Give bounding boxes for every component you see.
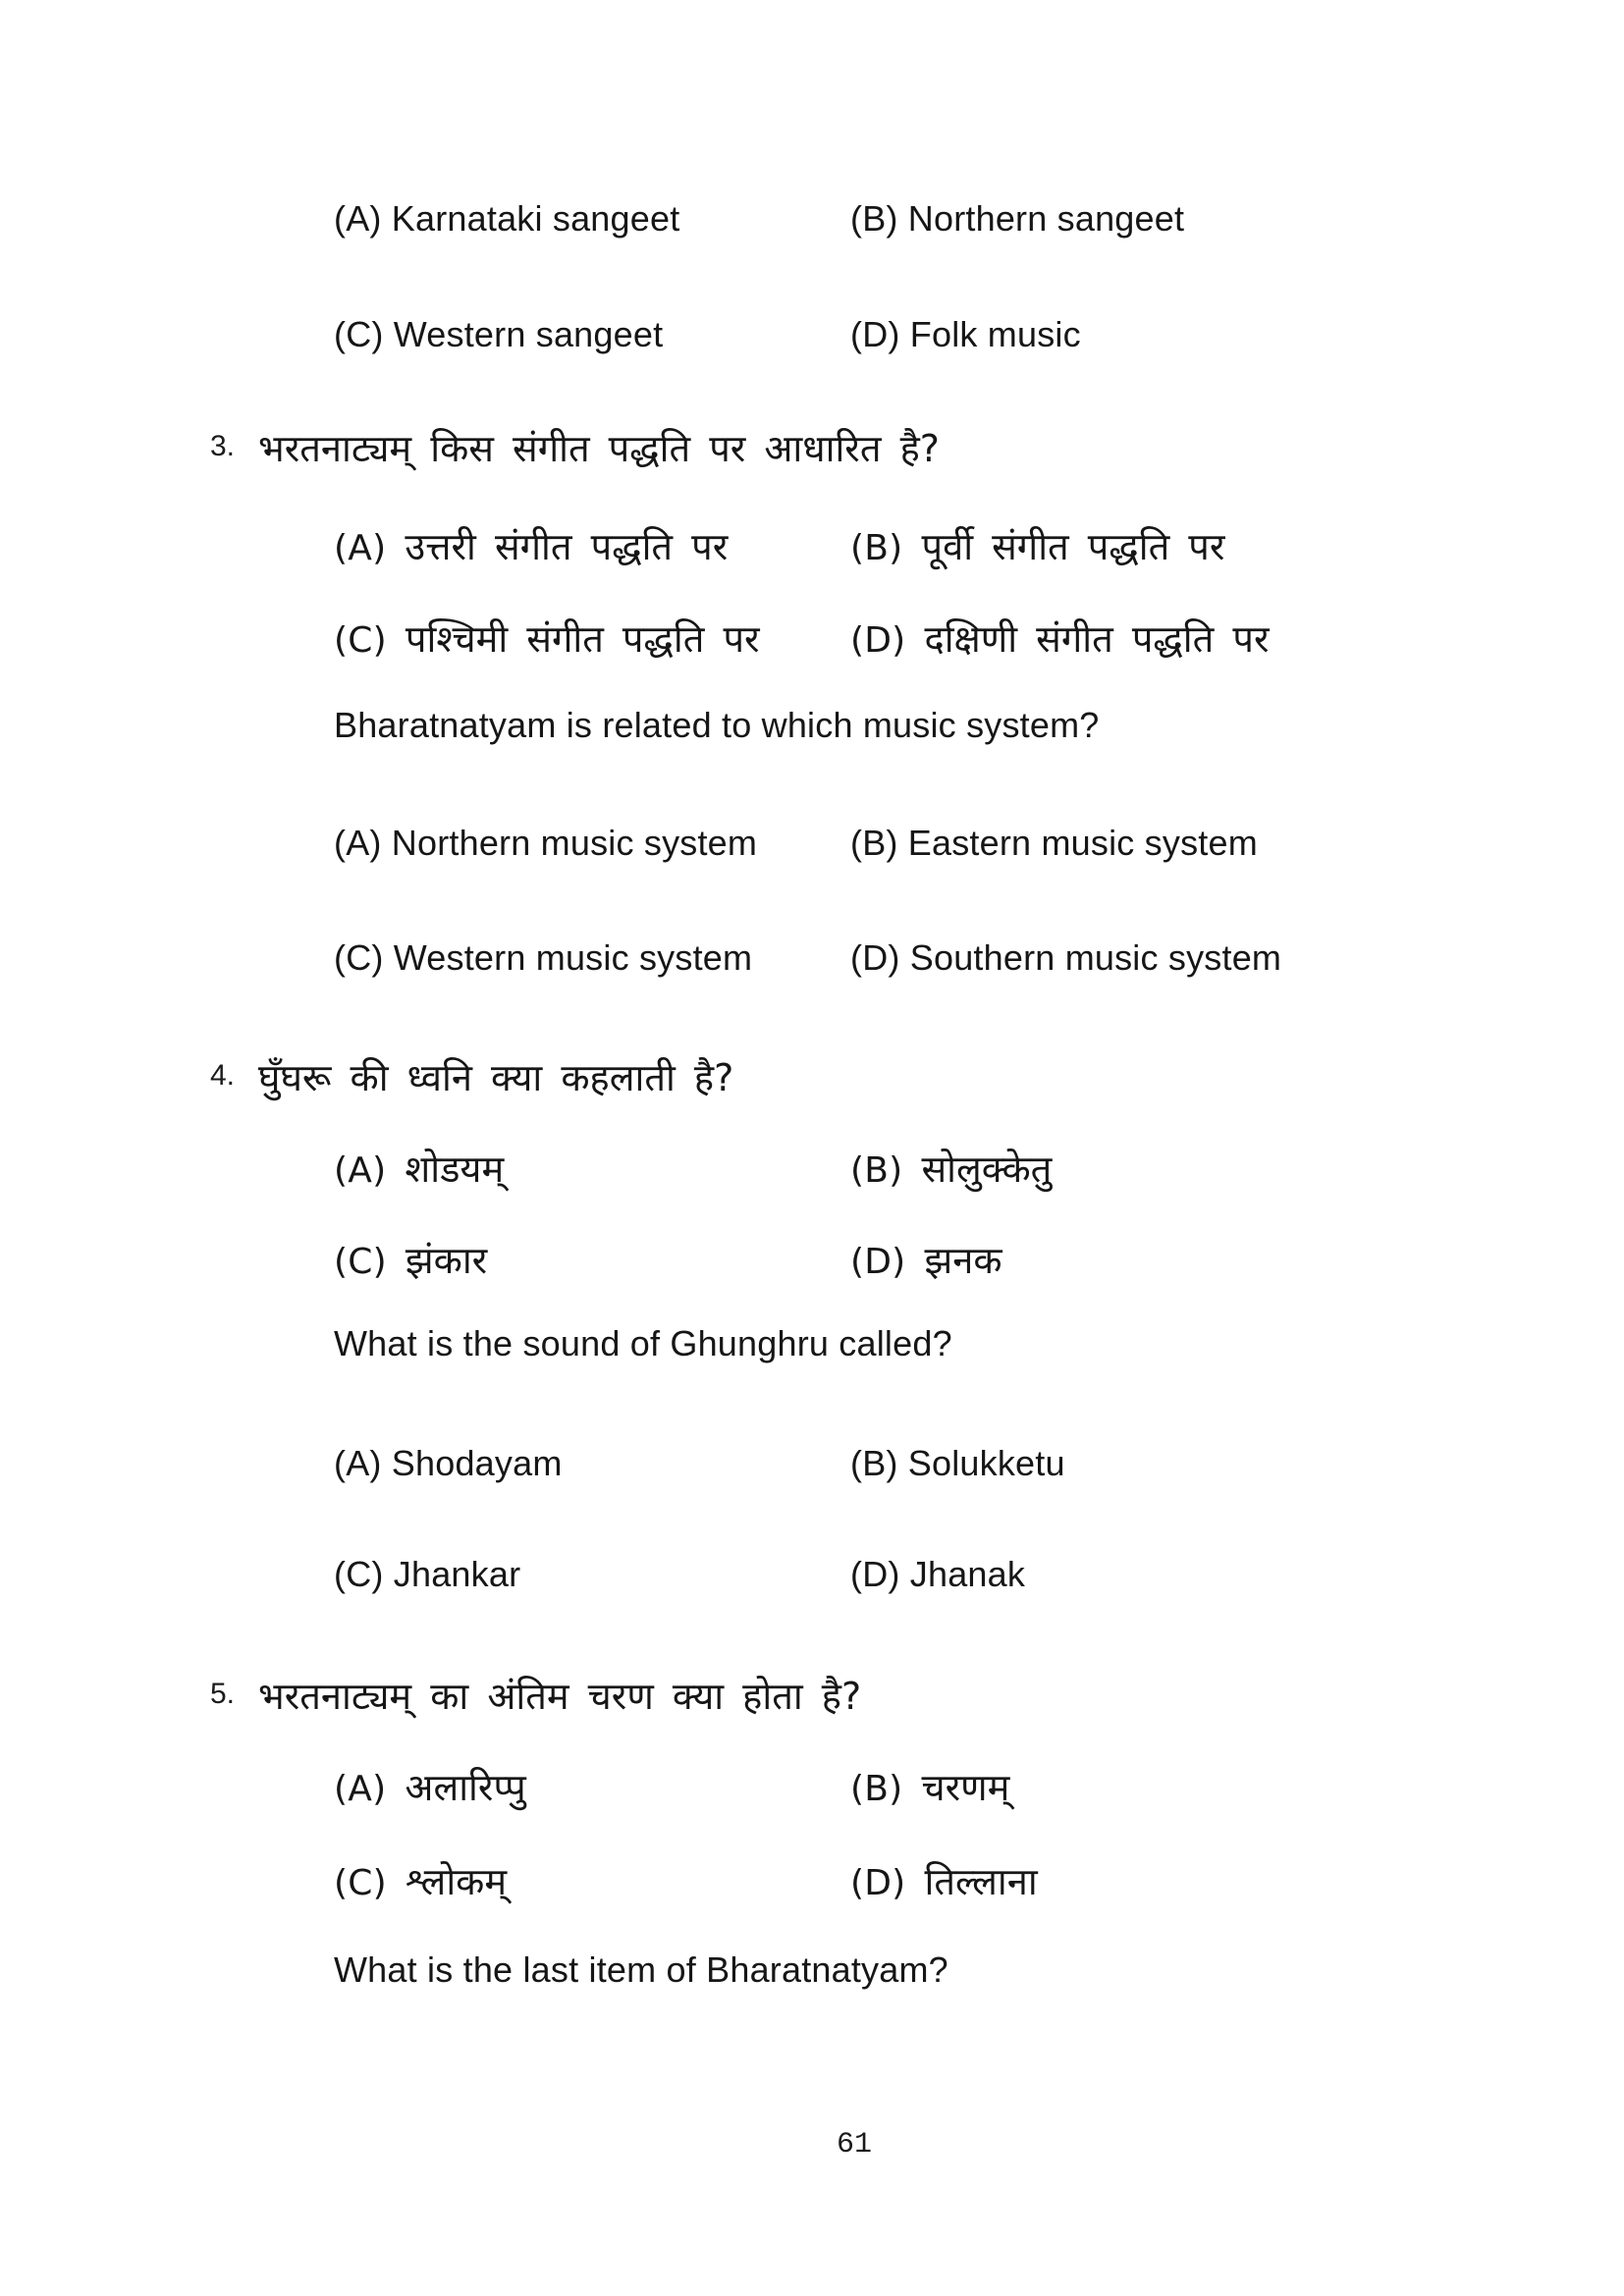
option-label: (A) [334,198,382,239]
option-text: शोडयम् [405,1148,505,1191]
question-3-hindi [0,422,1624,469]
option-a [334,520,728,571]
option-text: Folk music [909,314,1081,354]
question-5-hindi-options-ab [0,1761,1624,1808]
question-5-english [0,1949,1624,1997]
option-text: Southern music system [909,937,1282,978]
option-a [334,823,757,864]
question-4-hindi-options-cd [0,1234,1624,1281]
option-text: Eastern music system [907,823,1258,863]
option-label: (B) [850,1769,903,1809]
option-label: (D) [850,1242,906,1282]
option-d [850,1554,1025,1595]
option-label: (D) [850,1554,900,1594]
option-text: Northern sangeet [907,198,1185,239]
option-label: (C) [334,620,387,661]
option-d [850,1855,1038,1906]
option-b [850,198,1184,240]
option-b [850,823,1258,864]
option-text: दक्षिणी संगीत पद्धति पर [924,617,1270,661]
option-label: (C) [334,1554,384,1594]
option-label: (D) [850,314,900,354]
option-c [334,314,663,355]
option-label: (C) [334,1863,387,1903]
option-a [334,198,679,240]
option-text: Karnataki sangeet [391,198,680,239]
option-a [334,1143,504,1194]
question-3-hindi-options-cd [0,613,1624,660]
option-label: (C) [334,1242,387,1282]
option-d [850,613,1270,664]
option-b [850,520,1224,571]
option-label: (D) [850,937,900,978]
question-4-hindi-options-ab [0,1143,1624,1190]
option-b [850,1761,1009,1812]
option-c [334,613,760,664]
option-c [334,1234,487,1285]
option-text: Jhankar [393,1554,521,1594]
question-number: 4. [210,1059,236,1092]
page-number: 61 [836,2128,872,2162]
option-text: पूर्वी संगीत पद्धति पर [921,525,1225,568]
option-label: (D) [850,1863,906,1903]
question-number: 5. [210,1678,236,1710]
question-4-english-options-ab [0,1443,1624,1490]
option-text: पश्चिमी संगीत पद्धति पर [405,617,760,661]
option-text: Northern music system [391,823,758,863]
option-label: (A) [334,1150,387,1191]
question-4-english [0,1323,1624,1370]
question-text-english: Bharatnatyam is related to which music system? [334,705,1100,745]
option-a [334,1761,526,1812]
option-b [850,1143,1052,1194]
option-c [334,937,752,979]
question-3-hindi-options-ab [0,520,1624,567]
option-label: (A) [334,823,382,863]
option-d [850,314,1081,355]
option-c [334,1855,507,1906]
option-label: (B) [850,1150,903,1191]
option-label: (B) [850,198,898,239]
question-3-english-options-cd [0,937,1624,985]
question-text-hindi: भरतनाट्यम् किस संगीत पद्धति पर आधारित है? [258,427,940,470]
option-text: Shodayam [391,1443,563,1483]
question-3-english-options-ab [0,823,1624,870]
prev-question-options-row-ab [0,198,1624,245]
option-text: उत्तरी संगीत पद्धति पर [405,525,729,568]
question-3-english [0,705,1624,752]
option-text: सोलुक्केतु [921,1148,1053,1191]
option-text: झंकार [405,1239,488,1282]
option-label: (A) [334,1443,382,1483]
option-label: (D) [850,620,906,661]
question-text-hindi: भरतनाट्यम् का अंतिम चरण क्या होता है? [258,1675,862,1718]
option-c [334,1554,520,1595]
question-5-hindi [0,1670,1624,1717]
question-text-english: What is the sound of Ghunghru called? [334,1323,952,1363]
option-text: अलारिप्पु [405,1766,526,1809]
option-b [850,1443,1065,1484]
option-label: (B) [850,528,903,568]
option-text: Western sangeet [393,314,664,354]
option-text: झनक [924,1239,1002,1282]
question-4-english-options-cd [0,1554,1624,1601]
option-a [334,1443,563,1484]
question-4-hindi [0,1051,1624,1098]
option-d [850,1234,1002,1285]
option-text: तिल्लाना [924,1860,1038,1903]
option-label: (C) [334,314,384,354]
question-5-hindi-options-cd [0,1855,1624,1902]
option-label: (A) [334,1769,387,1809]
option-d [850,937,1281,979]
question-text-english: What is the last item of Bharatnatyam? [334,1949,948,1990]
option-text: श्लोकम् [405,1860,508,1903]
option-text: Jhanak [909,1554,1026,1594]
option-text: Solukketu [907,1443,1065,1483]
question-text-hindi: घुँघरू की ध्वनि क्या कहलाती है? [258,1056,734,1099]
question-number: 3. [210,430,236,462]
prev-question-options-row-cd [0,314,1624,361]
option-label: (C) [334,937,384,978]
option-label: (B) [850,1443,898,1483]
option-label: (B) [850,823,898,863]
option-text: Western music system [393,937,753,978]
option-label: (A) [334,528,387,568]
option-text: चरणम् [921,1766,1010,1809]
